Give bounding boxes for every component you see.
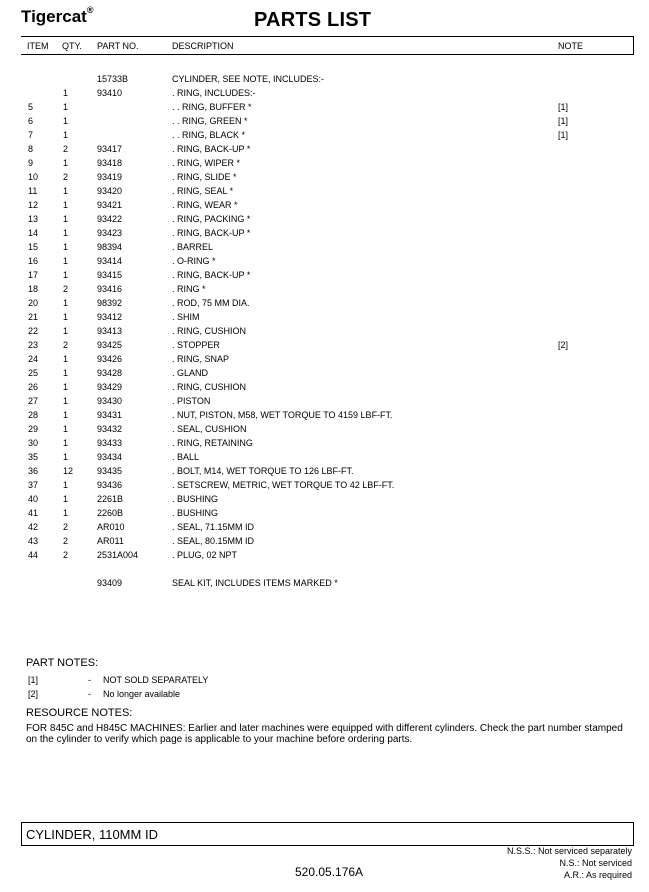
cell-qty: 2 xyxy=(63,550,69,560)
cell-item: 22 xyxy=(28,326,39,336)
cell-desc: CYLINDER, SEE NOTE, INCLUDES:- xyxy=(172,74,325,84)
cell-qty: 1 xyxy=(63,242,69,252)
table-row xyxy=(0,452,649,466)
cell-desc: . BARREL xyxy=(172,242,214,252)
legend-nss: N.S.S.: Not serviced separately xyxy=(506,846,632,856)
cell-desc: . RING, INCLUDES:- xyxy=(172,88,256,98)
cell-qty: 1 xyxy=(63,298,69,308)
cell-qty: 1 xyxy=(63,270,69,280)
cell-qty: 1 xyxy=(63,368,69,378)
table-row xyxy=(0,382,649,396)
cell-desc: . . RING, GREEN * xyxy=(172,116,248,126)
cell-part: 93419 xyxy=(97,172,123,182)
page-title: PARTS LIST xyxy=(254,9,372,31)
table-row xyxy=(0,494,649,508)
cell-item: 13 xyxy=(28,214,39,224)
cell-qty: 1 xyxy=(63,158,69,168)
header-description: DESCRIPTION xyxy=(172,41,234,51)
cell-qty: 2 xyxy=(63,536,69,546)
table-row xyxy=(0,424,649,438)
table-row xyxy=(0,368,649,382)
part-note-text-2: No longer available xyxy=(103,689,181,699)
cell-qty: 1 xyxy=(63,116,69,126)
table-row xyxy=(0,438,649,452)
cell-part: 93413 xyxy=(97,326,123,336)
table-row xyxy=(0,550,649,564)
cell-qty: 2 xyxy=(63,284,69,294)
cell-qty: 2 xyxy=(63,522,69,532)
part-note-dash-1: - xyxy=(88,675,91,685)
cell-desc: . SETSCREW, METRIC, WET TORQUE TO 42 LBF-FT. xyxy=(172,480,395,490)
table-row xyxy=(0,214,649,228)
cell-qty: 1 xyxy=(63,452,69,462)
cell-item: 42 xyxy=(28,522,39,532)
cell-part: 98392 xyxy=(97,298,123,308)
cell-qty: 1 xyxy=(63,410,69,420)
part-note-ref-2: [2] xyxy=(28,689,39,699)
table-row xyxy=(0,144,649,158)
cell-part: 93430 xyxy=(97,396,123,406)
table-row xyxy=(0,270,649,284)
table-row xyxy=(0,102,649,116)
cell-item: 26 xyxy=(28,382,39,392)
cell-item: 36 xyxy=(28,466,39,476)
cell-qty: 2 xyxy=(63,172,69,182)
resource-notes-text: FOR 845C and H845C MACHINES: Earlier and later machines were equipped with different cylinders. Check the part number stamped on the cylinder to verify which page is applicable to your machine before ordering parts. xyxy=(26,723,623,745)
header-qty: QTY. xyxy=(62,41,82,51)
cell-item: 24 xyxy=(28,354,39,364)
table-row xyxy=(0,354,649,368)
cell-item: 30 xyxy=(28,438,39,448)
cell-qty: 1 xyxy=(63,326,69,336)
cell-qty: 1 xyxy=(63,228,69,238)
registered-mark: ® xyxy=(86,5,94,15)
section-title: CYLINDER, 110MM ID xyxy=(26,827,158,842)
cell-desc: . BALL xyxy=(172,452,200,462)
cell-part: 93435 xyxy=(97,466,123,476)
cell-item: 5 xyxy=(28,102,34,112)
cell-item: 43 xyxy=(28,536,39,546)
cell-qty: 1 xyxy=(63,130,69,140)
cell-part: 2261B xyxy=(97,494,124,504)
brand-name: Tigercat xyxy=(21,7,87,26)
cell-item: 28 xyxy=(28,410,39,420)
cell-item: 12 xyxy=(28,200,39,210)
cell-note: [1] xyxy=(558,116,569,126)
cell-part: 93412 xyxy=(97,312,123,322)
part-note-dash-2: - xyxy=(88,689,91,699)
part-note-ref-1: [1] xyxy=(28,675,39,685)
cell-qty: 1 xyxy=(63,508,69,518)
cell-part: 93414 xyxy=(97,256,123,266)
cell-part: 93415 xyxy=(97,270,123,280)
cell-item: 6 xyxy=(28,116,34,126)
cell-part: 93417 xyxy=(97,144,123,154)
cell-part: 93421 xyxy=(97,200,123,210)
cell-item: 17 xyxy=(28,270,39,280)
cell-item: 29 xyxy=(28,424,39,434)
table-row xyxy=(0,578,649,592)
cell-desc: . PLUG, 02 NPT xyxy=(172,550,238,560)
cell-item: 14 xyxy=(28,228,39,238)
table-row xyxy=(0,536,649,550)
cell-desc: . RING, BACK-UP * xyxy=(172,228,251,238)
cell-qty: 1 xyxy=(63,214,69,224)
cell-item: 44 xyxy=(28,550,39,560)
cell-desc: . ROD, 75 MM DIA. xyxy=(172,298,250,308)
header-item: ITEM xyxy=(27,41,49,51)
cell-part: 93426 xyxy=(97,354,123,364)
cell-item: 18 xyxy=(28,284,39,294)
cell-qty: 1 xyxy=(63,382,69,392)
cell-note: [1] xyxy=(558,102,569,112)
cell-desc: . NUT, PISTON, M58, WET TORQUE TO 4159 LBF-FT. xyxy=(172,410,393,420)
table-row xyxy=(0,326,649,340)
cell-qty: 2 xyxy=(63,340,69,350)
cell-item: 15 xyxy=(28,242,39,252)
cell-desc: . RING, BACK-UP * xyxy=(172,270,251,280)
cell-part: 93433 xyxy=(97,438,123,448)
cell-desc: . GLAND xyxy=(172,368,209,378)
cell-part: AR010 xyxy=(97,522,125,532)
cell-part: 93423 xyxy=(97,228,123,238)
cell-qty: 1 xyxy=(63,88,69,98)
cell-item: 35 xyxy=(28,452,39,462)
cell-part: 93410 xyxy=(97,88,123,98)
cell-item: 40 xyxy=(28,494,39,504)
cell-desc: . RING, SEAL * xyxy=(172,186,234,196)
cell-desc: . BUSHING xyxy=(172,508,219,518)
cell-desc: . RING * xyxy=(172,284,206,294)
cell-desc: . RING, RETAINING xyxy=(172,438,253,448)
cell-desc: . SEAL, 71.15MM ID xyxy=(172,522,255,532)
table-row xyxy=(0,88,649,102)
cell-desc: . SEAL, 80.15MM ID xyxy=(172,536,255,546)
cell-note: [1] xyxy=(558,130,569,140)
cell-item: 27 xyxy=(28,396,39,406)
cell-desc: . BOLT, M14, WET TORQUE TO 126 LBF-FT. xyxy=(172,466,354,476)
part-note-text-1: NOT SOLD SEPARATELY xyxy=(103,675,209,685)
cell-item: 8 xyxy=(28,144,34,154)
cell-desc: . SEAL, CUSHION xyxy=(172,424,247,434)
cell-desc: . RING, CUSHION xyxy=(172,382,247,392)
table-row xyxy=(0,466,649,480)
table-row xyxy=(0,186,649,200)
cell-desc: . RING, WEAR * xyxy=(172,200,238,210)
cell-qty: 1 xyxy=(63,186,69,196)
header-note: NOTE xyxy=(558,41,584,51)
cell-part: 93432 xyxy=(97,424,123,434)
cell-part: 93434 xyxy=(97,452,123,462)
cell-part: 93418 xyxy=(97,158,123,168)
table-row xyxy=(0,298,649,312)
cell-item: 21 xyxy=(28,312,39,322)
cell-part: 93429 xyxy=(97,382,123,392)
cell-desc: . PISTON xyxy=(172,396,211,406)
table-row xyxy=(0,312,649,326)
cell-part: 2531A004 xyxy=(97,550,139,560)
cell-part: 15733B xyxy=(97,74,129,84)
cell-part: 98394 xyxy=(97,242,123,252)
cell-desc: SEAL KIT, INCLUDES ITEMS MARKED * xyxy=(172,578,338,588)
table-row xyxy=(0,158,649,172)
cell-desc: . RING, CUSHION xyxy=(172,326,247,336)
cell-desc: . RING, SNAP xyxy=(172,354,230,364)
cell-desc: . . RING, BLACK * xyxy=(172,130,246,140)
table-row xyxy=(0,340,649,354)
table-row xyxy=(0,172,649,186)
cell-qty: 2 xyxy=(63,144,69,154)
cell-part: 93431 xyxy=(97,410,123,420)
table-row xyxy=(0,130,649,144)
table-row xyxy=(0,480,649,494)
cell-part: 93409 xyxy=(97,578,123,588)
cell-qty: 1 xyxy=(63,354,69,364)
table-row xyxy=(0,284,649,298)
cell-part: 93425 xyxy=(97,340,123,350)
cell-part: 93422 xyxy=(97,214,123,224)
cell-item: 7 xyxy=(28,130,34,140)
cell-item: 9 xyxy=(28,158,34,168)
table-row xyxy=(0,242,649,256)
table-row xyxy=(0,228,649,242)
cell-qty: 1 xyxy=(63,102,69,112)
cell-item: 25 xyxy=(28,368,39,378)
cell-qty: 1 xyxy=(63,438,69,448)
table-row xyxy=(0,508,649,522)
cell-part: 93428 xyxy=(97,368,123,378)
cell-desc: . RING, SLIDE * xyxy=(172,172,237,182)
cell-part: 2260B xyxy=(97,508,124,518)
cell-qty: 1 xyxy=(63,396,69,406)
document-number: 520.05.176A xyxy=(295,865,364,879)
header-part-no: PART NO. xyxy=(97,41,139,51)
cell-desc: . BUSHING xyxy=(172,494,219,504)
cell-desc: . RING, PACKING * xyxy=(172,214,251,224)
cell-qty: 1 xyxy=(63,256,69,266)
cell-part: 93436 xyxy=(97,480,123,490)
table-row xyxy=(0,522,649,536)
cell-item: 16 xyxy=(28,256,39,266)
table-row xyxy=(0,396,649,410)
cell-part: AR011 xyxy=(97,536,124,546)
cell-desc: . STOPPER xyxy=(172,340,220,350)
table-row xyxy=(0,116,649,130)
cell-item: 20 xyxy=(28,298,39,308)
cell-part: 93420 xyxy=(97,186,123,196)
table-row xyxy=(0,200,649,214)
table-row xyxy=(0,256,649,270)
cell-qty: 1 xyxy=(63,200,69,210)
cell-item: 10 xyxy=(28,172,39,182)
cell-qty: 1 xyxy=(63,312,69,322)
cell-desc: . . RING, BUFFER * xyxy=(172,102,252,112)
table-row xyxy=(0,410,649,424)
resource-notes-heading: RESOURCE NOTES: xyxy=(26,707,133,719)
cell-qty: 1 xyxy=(63,424,69,434)
cell-qty: 1 xyxy=(63,494,69,504)
brand-logo xyxy=(21,7,93,27)
cell-item: 23 xyxy=(28,340,39,350)
cell-desc: . RING, WIPER * xyxy=(172,158,241,168)
legend-ar: A.R.: As required xyxy=(563,870,632,880)
cell-note: [2] xyxy=(558,340,569,350)
cell-item: 11 xyxy=(28,186,38,196)
cell-desc: . RING, BACK-UP * xyxy=(172,144,251,154)
cell-qty: 12 xyxy=(63,466,74,476)
legend-ns: N.S.: Not serviced xyxy=(559,858,632,868)
cell-desc: . O-RING * xyxy=(172,256,216,266)
part-notes-heading: PART NOTES: xyxy=(26,657,99,669)
cell-desc: . SHIM xyxy=(172,312,200,322)
cell-item: 41 xyxy=(28,508,39,518)
table-row xyxy=(0,74,649,88)
cell-part: 93416 xyxy=(97,284,123,294)
cell-qty: 1 xyxy=(63,480,69,490)
table-row xyxy=(0,564,649,578)
cell-item: 37 xyxy=(28,480,39,490)
